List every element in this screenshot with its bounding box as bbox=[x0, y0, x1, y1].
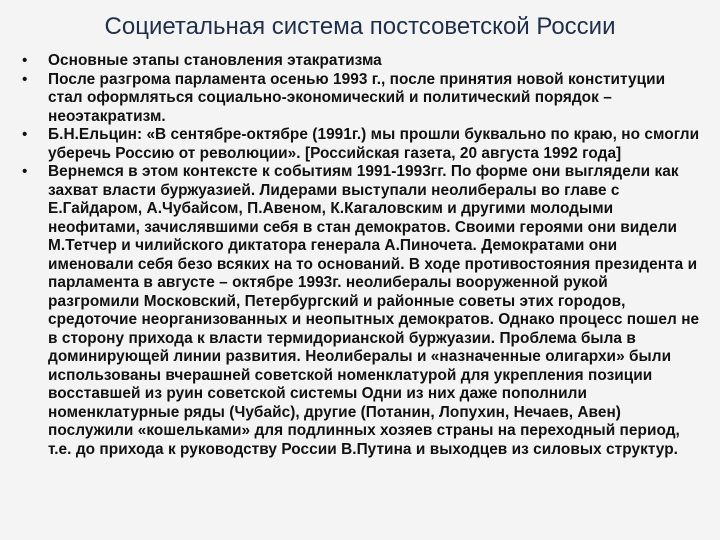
bullet-list bbox=[22, 52, 702, 459]
bullet-text: После разгрома парламента осенью 1993 г., после принятия новой конституции стал оформляться социально-экономический и политический порядок – неоэтакратизм. bbox=[48, 70, 666, 125]
bullet-icon: • bbox=[22, 126, 28, 143]
bullet-text: Основные этапы становления этакратизма bbox=[48, 52, 382, 69]
bullet-icon: • bbox=[22, 52, 28, 69]
bullet-item bbox=[22, 52, 702, 71]
bullet-icon: • bbox=[22, 163, 28, 180]
slide-title: Социетальная система постсоветской России bbox=[104, 13, 616, 40]
bullet-text: Вернемся в этом контексте к событиям 1991-1993гг. По форме они выглядели как захват власти буржуазией. Лидерами выступали неолибералы во главе с Е.Гайдаром, А.Чубайсом, П.Авеном, К.Кагаловским и другими молодыми неофитами, зачислявшими себя в стан демократов. Своими героями они видели М.Тетчер и чилийского диктатора генерала А.Пиночета. Демократами они именовали себя безо всяких на то оснований. В ходе противостояния президента и парламента в августе – октябре 1993г. неолибералы вооруженной рукой разгромили Московский, Петербургский и районные советы этих городов, средоточие неорганизованных и неопытных демократов. Однако процесс пошел не в сторону прихода к власти термидорианской буржуазии. Проблема была в доминирующей линии развития. Неолибералы и «назначенные олигархи» были использованы вчерашней советской номенклатурой для укрепления позиции восставшей из руин советской системы Одни из них даже пополнили номенклатурные ряды (Чубайс), другие (Потанин, Лопухин, Нечаев, Авен) послужили «кошельками» для подлинных хозяев страны на переходный период, т.е. до прихода к руководству России В.Путина и выходцев из силовых структур. bbox=[48, 163, 700, 458]
bullet-item bbox=[22, 71, 702, 127]
bullet-item bbox=[22, 126, 702, 163]
bullet-icon: • bbox=[22, 70, 28, 88]
bullet-text: Б.Н.Ельцин: «В сентябре-октябре (1991г.) мы прошли буквально по краю, но смогли уберечь Россию от революции». [Российская газета, 20 августа 1992 года] bbox=[48, 126, 700, 162]
bullet-item bbox=[22, 163, 702, 459]
